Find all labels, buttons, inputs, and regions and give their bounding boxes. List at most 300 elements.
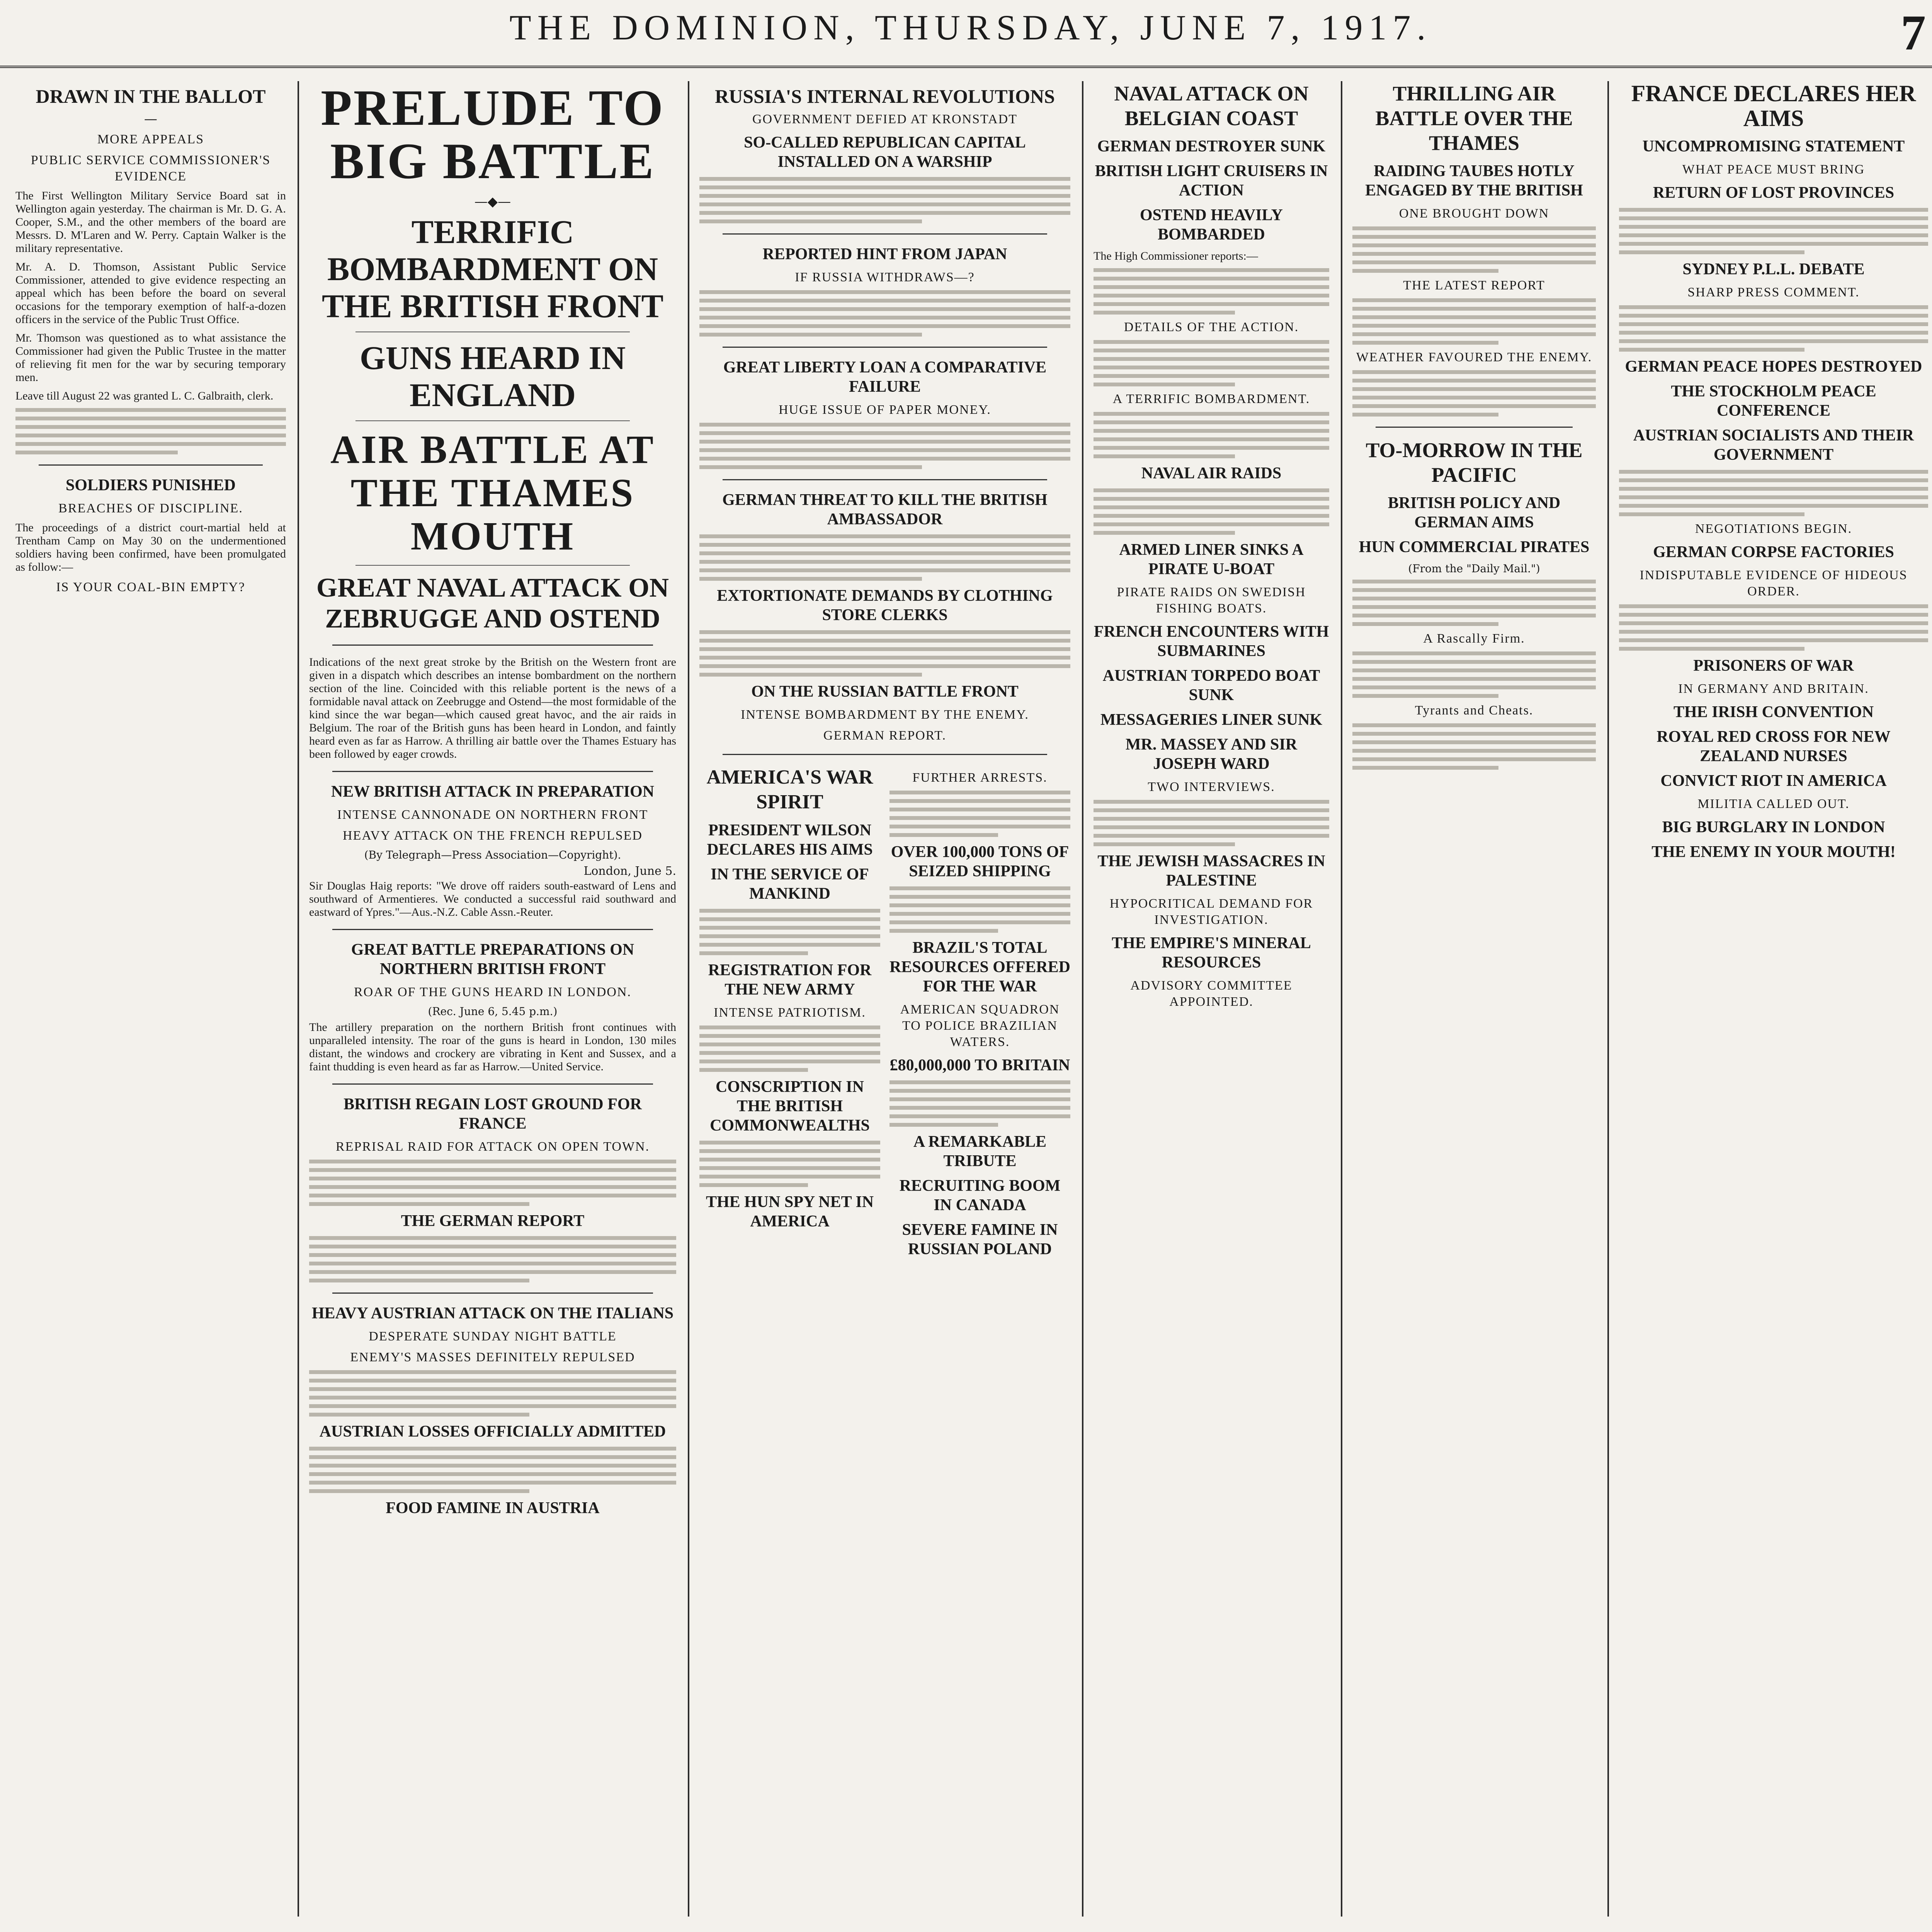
headline-loan: GREAT LIBERTY LOAN A COMPARATIVE FAILURE [723, 359, 1047, 396]
column-4 [1094, 81, 1329, 1917]
text-line-placeholder [1094, 340, 1329, 344]
text-line-placeholder [699, 1051, 880, 1055]
text-line-placeholder [1352, 685, 1596, 689]
text-line-placeholder [1094, 429, 1329, 433]
text-line-placeholder [1094, 311, 1235, 315]
text-line-placeholder [1352, 235, 1596, 239]
text-line-placeholder [309, 1202, 529, 1206]
text-line-placeholder [309, 1404, 676, 1408]
headline-prelude: PRELUDE TO BIG BATTLE [321, 81, 665, 189]
text-line-placeholder [1094, 808, 1329, 812]
headline-corpse: GERMAN CORPSE FACTORIES [1653, 543, 1894, 561]
article-filler [1352, 370, 1596, 417]
headline-return: RETURN OF LOST PROVINCES [1653, 184, 1895, 202]
text-line-placeholder [1352, 396, 1596, 400]
text-line-placeholder [699, 926, 880, 930]
text-line-placeholder [889, 1080, 1070, 1084]
text-line-placeholder [1094, 277, 1329, 281]
text-line-placeholder [699, 673, 922, 677]
text-line-placeholder [699, 307, 1070, 311]
headline-terrific: TERRIFIC BOMBARDMENT ON THE BRITISH FRONT [321, 213, 664, 325]
text-line-placeholder [699, 448, 1070, 452]
text-line-placeholder [699, 909, 880, 913]
headline-famine: FOOD FAMINE IN AUSTRIA [386, 1499, 600, 1517]
subhead-rascally: A Rascally Firm. [1423, 631, 1525, 646]
headline-german-report: THE GERMAN REPORT [401, 1212, 585, 1230]
text-line-placeholder [889, 1106, 1070, 1110]
text-line-placeholder [1352, 370, 1596, 374]
text-line-placeholder [309, 1396, 676, 1400]
text-line-placeholder [309, 1262, 676, 1265]
text-line-placeholder [1352, 677, 1596, 681]
article-filler [1619, 208, 1928, 254]
article-filler [889, 886, 1070, 933]
text-line-placeholder [1352, 260, 1596, 264]
text-line-placeholder [889, 886, 1070, 890]
column-rule [1607, 81, 1609, 1917]
text-line-placeholder [1619, 225, 1928, 229]
text-line-placeholder [889, 808, 1070, 811]
headline-tribute: A REMARKABLE TRIBUTE [913, 1133, 1047, 1170]
text-line-placeholder [309, 1185, 676, 1189]
text-line-placeholder [699, 917, 880, 921]
text-line-placeholder [889, 1097, 1070, 1101]
text-line-placeholder [1619, 305, 1928, 309]
headline-redcross: ROYAL RED CROSS FOR NEW ZEALAND NURSES [1656, 728, 1891, 765]
text-line-placeholder [699, 290, 1070, 294]
headline-great-battle: GREAT BATTLE PREPARATIONS ON NORTHERN BRITISH FRONT [351, 941, 634, 978]
subhead-hypocritical: HYPOCRITICAL DEMAND FOR INVESTIGATION. [1109, 896, 1313, 927]
text-line-placeholder [699, 630, 1070, 634]
text-line-placeholder [699, 1060, 880, 1063]
text-line-placeholder [1094, 357, 1329, 361]
text-line-placeholder [699, 577, 922, 581]
headline-punished: SOLDIERS PUNISHED [66, 476, 236, 494]
text-line-placeholder [699, 465, 922, 469]
headline-hunspy: THE HUN SPY NET IN AMERICA [706, 1193, 874, 1230]
text-line-placeholder [1352, 243, 1596, 247]
text-line-placeholder [309, 1370, 676, 1374]
column-rule [1341, 81, 1342, 1917]
article-filler [699, 177, 1070, 223]
text-line-placeholder [1352, 757, 1596, 761]
headline-ballot: DRAWN IN THE BALLOT [36, 85, 266, 107]
text-line-placeholder [1352, 614, 1596, 617]
article-filler [309, 1447, 676, 1493]
text-line-placeholder [889, 816, 1070, 820]
headline-destroyer: GERMAN DESTROYER SUNK [1097, 138, 1326, 155]
text-line-placeholder [309, 1387, 676, 1391]
text-line-placeholder [309, 1447, 676, 1451]
headline-japan: REPORTED HINT FROM JAPAN [762, 245, 1007, 263]
headline-conscription: CONSCRIPTION IN THE BRITISH COMMONWEALTHS [710, 1078, 870, 1134]
article-filler [1094, 412, 1329, 458]
text-line-placeholder [1352, 269, 1498, 273]
article-filler [1619, 305, 1928, 352]
text-line-placeholder [15, 451, 178, 454]
subhead-breaches: BREACHES OF DISCIPLINE. [58, 501, 243, 515]
text-line-placeholder [1094, 285, 1329, 289]
newspaper-title: THE DOMINION, THURSDAY, JUNE 7, 1917. [509, 8, 1432, 47]
received-time: (Rec. June 6, 5.45 p.m.) [428, 1005, 558, 1018]
text-line-placeholder [699, 177, 1070, 181]
text-line-placeholder [889, 833, 998, 837]
headline-france: FRANCE DECLARES HER AIMS [1631, 81, 1916, 131]
headline-torpedo: AUSTRIAN TORPEDO BOAT SUNK [1102, 667, 1320, 704]
headline-enemy-mouth: THE ENEMY IN YOUR MOUTH! [1651, 843, 1896, 861]
text-line-placeholder [1352, 605, 1596, 609]
text-line-placeholder [1352, 668, 1596, 672]
text-line-placeholder [699, 568, 1070, 572]
text-line-placeholder [1094, 437, 1329, 441]
article-filler [889, 791, 1070, 837]
subhead-cannonade: INTENSE CANNONADE ON NORTHERN FRONT [337, 808, 648, 822]
text-line-placeholder [1094, 268, 1329, 272]
text-line-placeholder [1352, 588, 1596, 592]
text-line-placeholder [309, 1279, 529, 1282]
headline-new-attack: NEW BRITISH ATTACK IN PREPARATION [331, 783, 655, 801]
headline-famine-poland: SEVERE FAMINE IN RUSSIAN POLAND [902, 1221, 1058, 1258]
text-line-placeholder [1619, 621, 1928, 625]
subhead-intense: INTENSE BOMBARDMENT BY THE ENEMY. [741, 707, 1029, 722]
subhead-squadron: AMERICAN SQUADRON TO POLICE BRAZILIAN WATERS. [900, 1002, 1060, 1049]
article-paragraph: Mr. A. D. Thomson, Assistant Public Service Commissioner, attended to give evidence respecting an appeal which has been before the board on several occasions for the temporary exemption of half-a-dozen officers in the service of the Public Trust Office. [15, 260, 286, 326]
text-line-placeholder [699, 185, 1070, 189]
text-line-placeholder [889, 903, 1070, 907]
headline-austrian-socialists: AUSTRIAN SOCIALISTS AND THEIR GOVERNMENT [1633, 427, 1914, 464]
text-line-placeholder [1619, 630, 1928, 634]
text-line-placeholder [1619, 487, 1928, 491]
subhead-reprisal: REPRISAL RAID FOR ATTACK ON OPEN TOWN. [335, 1139, 650, 1154]
text-line-placeholder [699, 1149, 880, 1153]
two-column-block [699, 765, 1070, 1264]
headline-prisoners: PRISONERS OF WAR [1693, 657, 1854, 675]
column-rule [1082, 81, 1083, 1917]
headline-destroyed: GERMAN PEACE HOPES DESTROYED [1625, 358, 1922, 376]
text-line-placeholder [1094, 531, 1235, 535]
text-line-placeholder [309, 1194, 676, 1197]
headline-wilson: PRESIDENT WILSON DECLARES HIS AIMS [707, 821, 873, 859]
headline-extortion: EXTORTIONATE DEMANDS BY CLOTHING STORE CLERKS [717, 587, 1053, 624]
column-rule [298, 81, 299, 1917]
headline-regain: BRITISH REGAIN LOST GROUND FOR FRANCE [344, 1095, 642, 1133]
article-filler [15, 408, 286, 454]
subhead-tyrants: Tyrants and Cheats. [1415, 703, 1534, 718]
text-line-placeholder [309, 1413, 529, 1417]
text-line-placeholder [1094, 383, 1235, 386]
text-line-placeholder [1619, 216, 1928, 220]
headline-tomorrow: TO-MORROW IN THE PACIFIC [1366, 439, 1583, 486]
text-line-placeholder [1352, 307, 1596, 311]
subhead-arrests: FURTHER ARRESTS. [912, 770, 1048, 785]
column-6 [1619, 81, 1928, 1917]
text-line-placeholder [699, 1166, 880, 1170]
article-paragraph: The artillery preparation on the northern British front continues with unparalleled intensity. The roar of the guns is heard in London, 130 miles distant, the windows and crockery are vibrating in Kent and Sussex, and a faint thudding is even heard as far as Harrow.—United Service. [309, 1021, 676, 1073]
subhead-weather: WEATHER FAVOURED THE ENEMY. [1356, 350, 1592, 364]
text-line-placeholder [699, 543, 1070, 547]
headline-russia: RUSSIA'S INTERNAL REVOLUTIONS [715, 85, 1055, 107]
text-line-placeholder [889, 912, 1070, 916]
text-line-placeholder [699, 1141, 880, 1145]
text-line-placeholder [1619, 478, 1928, 482]
headline-raiding: RAIDING TAUBES HOTLY ENGAGED BY THE BRITISH [1365, 162, 1583, 199]
text-line-placeholder [699, 647, 1070, 651]
headline-losses: AUSTRIAN LOSSES OFFICIALLY ADMITTED [319, 1423, 666, 1440]
text-line-placeholder [1619, 314, 1928, 318]
article-filler [699, 630, 1070, 677]
byline: (By Telegraph—Press Association—Copyright). [364, 849, 621, 861]
text-line-placeholder [699, 656, 1070, 660]
article-paragraph: The proceedings of a district court-martial held at Trentham Camp on May 30 on the undermentioned soldiers having been confirmed, have been promulgated as follow:— [15, 521, 286, 573]
subhead-one-down: ONE BROUGHT DOWN [1399, 206, 1549, 221]
headline-french: FRENCH ENCOUNTERS WITH SUBMARINES [1094, 623, 1329, 660]
text-line-placeholder [699, 431, 1070, 435]
text-line-placeholder [699, 560, 1070, 564]
text-line-placeholder [1094, 302, 1329, 306]
text-line-placeholder [699, 1034, 880, 1038]
article-filler [309, 1160, 676, 1206]
text-line-placeholder [15, 442, 286, 446]
article-filler [1094, 268, 1329, 315]
text-line-placeholder [889, 825, 1070, 828]
text-line-placeholder [1094, 497, 1329, 501]
text-line-placeholder [1352, 387, 1596, 391]
headline-recruiting: RECRUITING BOOM IN CANADA [899, 1177, 1061, 1214]
headline-registration: REGISTRATION FOR THE NEW ARMY [708, 961, 872, 998]
headline-air-battle: AIR BATTLE AT THE THAMES MOUTH [330, 427, 655, 558]
text-line-placeholder [15, 408, 286, 412]
article-paragraph: Leave till August 22 was granted L. C. Galbraith, clerk. [15, 389, 274, 402]
article-filler [699, 423, 1070, 469]
text-line-placeholder [1352, 651, 1596, 655]
text-line-placeholder [1619, 512, 1804, 516]
text-line-placeholder [1619, 647, 1804, 651]
subhead-militia: MILITIA CALLED OUT. [1697, 797, 1850, 811]
article-filler [309, 1236, 676, 1282]
text-line-placeholder [1352, 766, 1498, 770]
text-line-placeholder [1352, 226, 1596, 230]
text-line-placeholder [889, 1114, 1070, 1118]
text-line-placeholder [1094, 446, 1329, 450]
text-line-placeholder [699, 211, 1070, 215]
text-line-placeholder [1094, 412, 1329, 416]
headline-socalled: SO-CALLED REPUBLICAN CAPITAL INSTALLED ON A WARSHIP [744, 134, 1026, 171]
subhead-interest: INTENSE PATRIOTISM. [714, 1005, 866, 1020]
article-paragraph: Sir Douglas Haig reports: "We drove off raiders south-eastward of Lens and southward of Armentieres. We conducted a successful raid southward and eastward of Ypres."—Aus.-N.Z. Cable Assn.-Reuter. [309, 879, 676, 918]
subhead-details: DETAILS OF THE ACTION. [1124, 320, 1299, 334]
text-line-placeholder [889, 920, 1070, 924]
article-filler [889, 1080, 1070, 1127]
column-3 [699, 81, 1070, 1917]
article-paragraph: The First Wellington Military Service Board sat in Wellington again yesterday. The chairman is Mr. D. G. A. Cooper, S.M., and the other members of the board are Messrs. D. M'Laren and W. Perry. Captain Walker is the military representative. [15, 189, 286, 255]
headline-russian-front: ON THE RUSSIAN BATTLE FRONT [751, 683, 1019, 701]
article-filler [1352, 580, 1596, 626]
text-line-placeholder [1619, 331, 1928, 335]
headline-tons: OVER 100,000 TONS OF SEIZED SHIPPING [891, 843, 1069, 880]
text-line-placeholder [1352, 622, 1498, 626]
article-filler [1619, 604, 1928, 651]
article-filler [1352, 723, 1596, 770]
text-line-placeholder [309, 1489, 529, 1493]
text-line-placeholder [699, 1175, 880, 1179]
text-line-placeholder [699, 194, 1070, 198]
article-filler [309, 1370, 676, 1417]
text-line-placeholder [889, 929, 998, 933]
article-filler [1352, 298, 1596, 345]
text-line-placeholder [1094, 522, 1329, 526]
text-line-placeholder [699, 1183, 808, 1187]
article-filler [1094, 340, 1329, 386]
subhead-withdraws: IF RUSSIA WITHDRAWS—? [795, 270, 975, 284]
text-line-placeholder [1352, 341, 1498, 345]
article-filler [699, 909, 880, 955]
headline-cruisers: BRITISH LIGHT CRUISERS IN ACTION [1095, 162, 1328, 199]
article-filler [699, 1141, 880, 1187]
text-line-placeholder [1619, 604, 1928, 608]
column-rule [688, 81, 689, 1917]
article-filler [1352, 226, 1596, 273]
subhead-germany: IN GERMANY AND BRITAIN. [1678, 682, 1869, 696]
text-line-placeholder [1094, 817, 1329, 821]
text-line-placeholder [889, 791, 1070, 794]
headline-threat: GERMAN THREAT TO KILL THE BRITISH AMBASSADOR [722, 491, 1048, 528]
subhead-terrific: A TERRIFIC BOMBARDMENT. [1112, 392, 1310, 406]
column-5 [1352, 81, 1596, 1917]
text-line-placeholder [1094, 505, 1329, 509]
headline-irish: THE IRISH CONVENTION [1673, 703, 1874, 721]
text-line-placeholder [1619, 208, 1928, 212]
subhead-enemy: ENEMY'S MASSES DEFINITELY REPULSED [350, 1350, 635, 1364]
subhead-heavy: HEAVY ATTACK ON THE FRENCH REPULSED [343, 828, 643, 843]
text-line-placeholder [1619, 348, 1804, 352]
headline-uncompromising: UNCOMPROMISING STATEMENT [1642, 138, 1905, 155]
text-line-placeholder [15, 425, 286, 429]
text-line-placeholder [699, 333, 922, 337]
headline-naval-attack: GREAT NAVAL ATTACK ON ZEBRUGGE AND OSTEND [316, 573, 669, 634]
subhead-defied: GOVERNMENT DEFIED AT KRONSTADT [752, 112, 1017, 126]
text-line-placeholder [699, 1068, 808, 1072]
text-line-placeholder [699, 1043, 880, 1046]
subhead-appeals: MORE APPEALS [97, 132, 204, 146]
text-line-placeholder [1619, 638, 1928, 642]
subhead-interviews: TWO INTERVIEWS. [1148, 780, 1275, 794]
column-2: PRELUDE TO BIG BATTLE —◆— TERRIFIC BOMBARDMENT ON THE BRITISH FRONT GUNS HEARD IN ENGLAND AIR BATTLE AT THE THAMES MOUTH GREAT NAVAL ATTACK ON ZEBRUGGE AND OSTEND Indications of the next great stroke by the British on the Western front are given in a dispatch which describes an intense bombardment on the northern section of the line. Coincided with this reliable portent is the news of a formidable naval attack on Zeebrugge and Ostend—the most formidable of the kind since the war began—which caused great havoc, and the air raids in Belgium. The roar of the British guns has been heard in London, and faintly heard even as far as Harrow. A thrilling air battle over the Thames Estuary has been followed by eager crowds. NEW BRITISH ATTACK IN PREPARATION INTENSE CANNONADE ON NORTHERN FRONT HEAVY ATTACK ON THE FRENCH REPULSED (By Telegraph—Press Association—Copyright). London, June 5. Sir Douglas Haig reports: "We drove off raiders south-eastward of Lens and southward of Armentieres. We conducted a successful raid southward and eastward of Ypres."—Aus.-N.Z. Cable Assn.-Reuter. GREAT BATTLE PREPARATIONS ON NORTHERN BRITISH FRONT ROAR OF THE GUNS HEARD IN LONDON. (Rec. June 6, 5.45 p.m.) The artillery preparation on the northern British front continues with unparalleled intensity. The roar of the guns is heard in London, 130 miles distant, the windows and crockery are vibrating in Kent and Sussex, and a faint thudding is even heard as far as Harrow.—United Service. BRITISH REGAIN LOST GROUND FOR FRANCE REPRISAL RAID FOR ATTACK ON OPEN TOWN. THE GERMAN REPORT HEAVY AUSTRIAN ATTACK ON THE ITALIANS DESPERATE SUNDAY NIGHT BATTLE ENEMY'S MASSES DEFINITELY REPULSED AUSTRIAN LOSSES OFFICIALLY ADMITTED FOOD FAMINE IN AUSTRIA [309, 81, 676, 1517]
article-filler [699, 534, 1070, 581]
text-line-placeholder [699, 534, 1070, 538]
article-paragraph: Mr. Thomson was questioned as to what assistance the Commissioner had given the Public Trustee in the matter of relieving fit men for the war by securing temporary men. [15, 332, 286, 384]
text-line-placeholder [699, 943, 880, 947]
text-line-placeholder [309, 1177, 676, 1180]
lead-paragraph: Indications of the next great stroke by the British on the Western front are given in a dispatch which describes an intense bombardment on the northern section of the line. Coincided with this reliable portent is the news of a formidable naval attack on Zeebrugge and Ostend—the most formidable of the kind since the war began—which caused great havoc, and the air raids in Belgium. The roar of the British guns has been heard in London, and faintly heard even as far as Harrow. A thrilling air battle over the Thames Estuary has been followed by eager crowds. [309, 656, 676, 760]
headline-naval-belgian: NAVAL ATTACK ON BELGIAN COAST [1114, 82, 1309, 130]
text-line-placeholder [1619, 504, 1928, 508]
text-line-placeholder [889, 1089, 1070, 1093]
headline-brazil: BRAZIL'S TOTAL RESOURCES OFFERED FOR THE WAR [889, 939, 1070, 995]
text-line-placeholder [309, 1472, 676, 1476]
subhead-peace: WHAT PEACE MUST BRING [1682, 162, 1865, 177]
subhead-negotiations: NEGOTIATIONS BEGIN. [1695, 522, 1852, 536]
headline-british-policy: BRITISH POLICY AND GERMAN AIMS [1388, 494, 1561, 531]
article-filler [1094, 800, 1329, 846]
text-line-placeholder [1619, 470, 1928, 474]
dateline: London, June 5. [583, 864, 676, 878]
article-filler [699, 1026, 880, 1072]
subhead-german: GERMAN REPORT. [823, 728, 947, 743]
headline-messageries: MESSAGERIES LINER SUNK [1100, 711, 1323, 729]
headline-raids: NAVAL AIR RAIDS [1141, 464, 1282, 482]
text-line-placeholder [699, 457, 1070, 461]
headline-ostend: OSTEND HEAVILY BOMBARDED [1140, 206, 1283, 243]
text-line-placeholder [1352, 332, 1596, 336]
text-line-placeholder [699, 551, 1070, 555]
subhead-advisory: ADVISORY COMMITTEE APPOINTED. [1130, 978, 1293, 1009]
text-line-placeholder [699, 934, 880, 938]
text-line-placeholder [1094, 349, 1329, 352]
text-line-placeholder [699, 664, 1070, 668]
headline-hun-pirates: HUN COMMERCIAL PIRATES [1359, 538, 1590, 556]
text-line-placeholder [1094, 488, 1329, 492]
text-line-placeholder [309, 1160, 676, 1163]
text-line-placeholder [1352, 723, 1596, 727]
subhead-desperate: DESPERATE SUNDAY NIGHT BATTLE [369, 1329, 617, 1344]
text-line-placeholder [699, 324, 1070, 328]
text-line-placeholder [1619, 250, 1804, 254]
text-line-placeholder [1094, 834, 1329, 838]
text-line-placeholder [699, 951, 808, 955]
text-line-placeholder [699, 202, 1070, 206]
text-line-placeholder [309, 1464, 676, 1468]
subhead-indisputable: INDISPUTABLE EVIDENCE OF HIDEOUS ORDER. [1639, 568, 1908, 599]
text-line-placeholder [1094, 366, 1329, 369]
text-line-placeholder [1094, 420, 1329, 424]
text-line-placeholder [309, 1455, 676, 1459]
text-line-placeholder [309, 1253, 676, 1257]
text-line-placeholder [1094, 454, 1235, 458]
subhead-pirate: PIRATE RAIDS ON SWEDISH FISHING BOATS. [1117, 585, 1306, 616]
text-line-placeholder [1352, 597, 1596, 600]
text-line-placeholder [1352, 740, 1596, 744]
headline-sydney: SYDNEY P.L.L. DEBATE [1682, 260, 1865, 278]
headline-america: AMERICA'S WAR SPIRIT [706, 766, 873, 813]
headline-burglary: BIG BURGLARY IN LONDON [1662, 818, 1885, 836]
byline: (From the "Daily Mail.") [1408, 562, 1540, 575]
text-line-placeholder [1619, 233, 1928, 237]
text-line-placeholder [889, 1123, 998, 1127]
text-line-placeholder [1094, 842, 1235, 846]
text-line-placeholder [699, 316, 1070, 320]
text-line-placeholder [15, 417, 286, 420]
headline-liner: ARMED LINER SINKS A PIRATE U-BOAT [1119, 541, 1304, 578]
headline-jewish: THE JEWISH MASSACRES IN PALESTINE [1097, 852, 1325, 889]
text-line-placeholder [309, 1379, 676, 1383]
text-line-placeholder [1094, 374, 1329, 378]
headline-empire: THE EMPIRE'S MINERAL RESOURCES [1112, 934, 1311, 971]
headline-convict: CONVICT RIOT IN AMERICA [1660, 772, 1887, 790]
headline-guns: GUNS HEARD IN ENGLAND [359, 339, 626, 413]
text-line-placeholder [309, 1236, 676, 1240]
text-line-placeholder [1352, 324, 1596, 328]
text-line-placeholder [699, 299, 1070, 303]
article-paragraph: The High Commissioner reports:— [1094, 250, 1258, 262]
text-line-placeholder [889, 895, 1070, 899]
page-number: 7 [1901, 5, 1926, 61]
text-line-placeholder [1352, 298, 1596, 302]
text-line-placeholder [1094, 800, 1329, 804]
text-line-placeholder [1352, 404, 1596, 408]
headline-80m: £80,000,000 TO BRITAIN [889, 1056, 1070, 1074]
subhead-latest: THE LATEST REPORT [1403, 278, 1545, 293]
text-line-placeholder [1619, 242, 1928, 246]
